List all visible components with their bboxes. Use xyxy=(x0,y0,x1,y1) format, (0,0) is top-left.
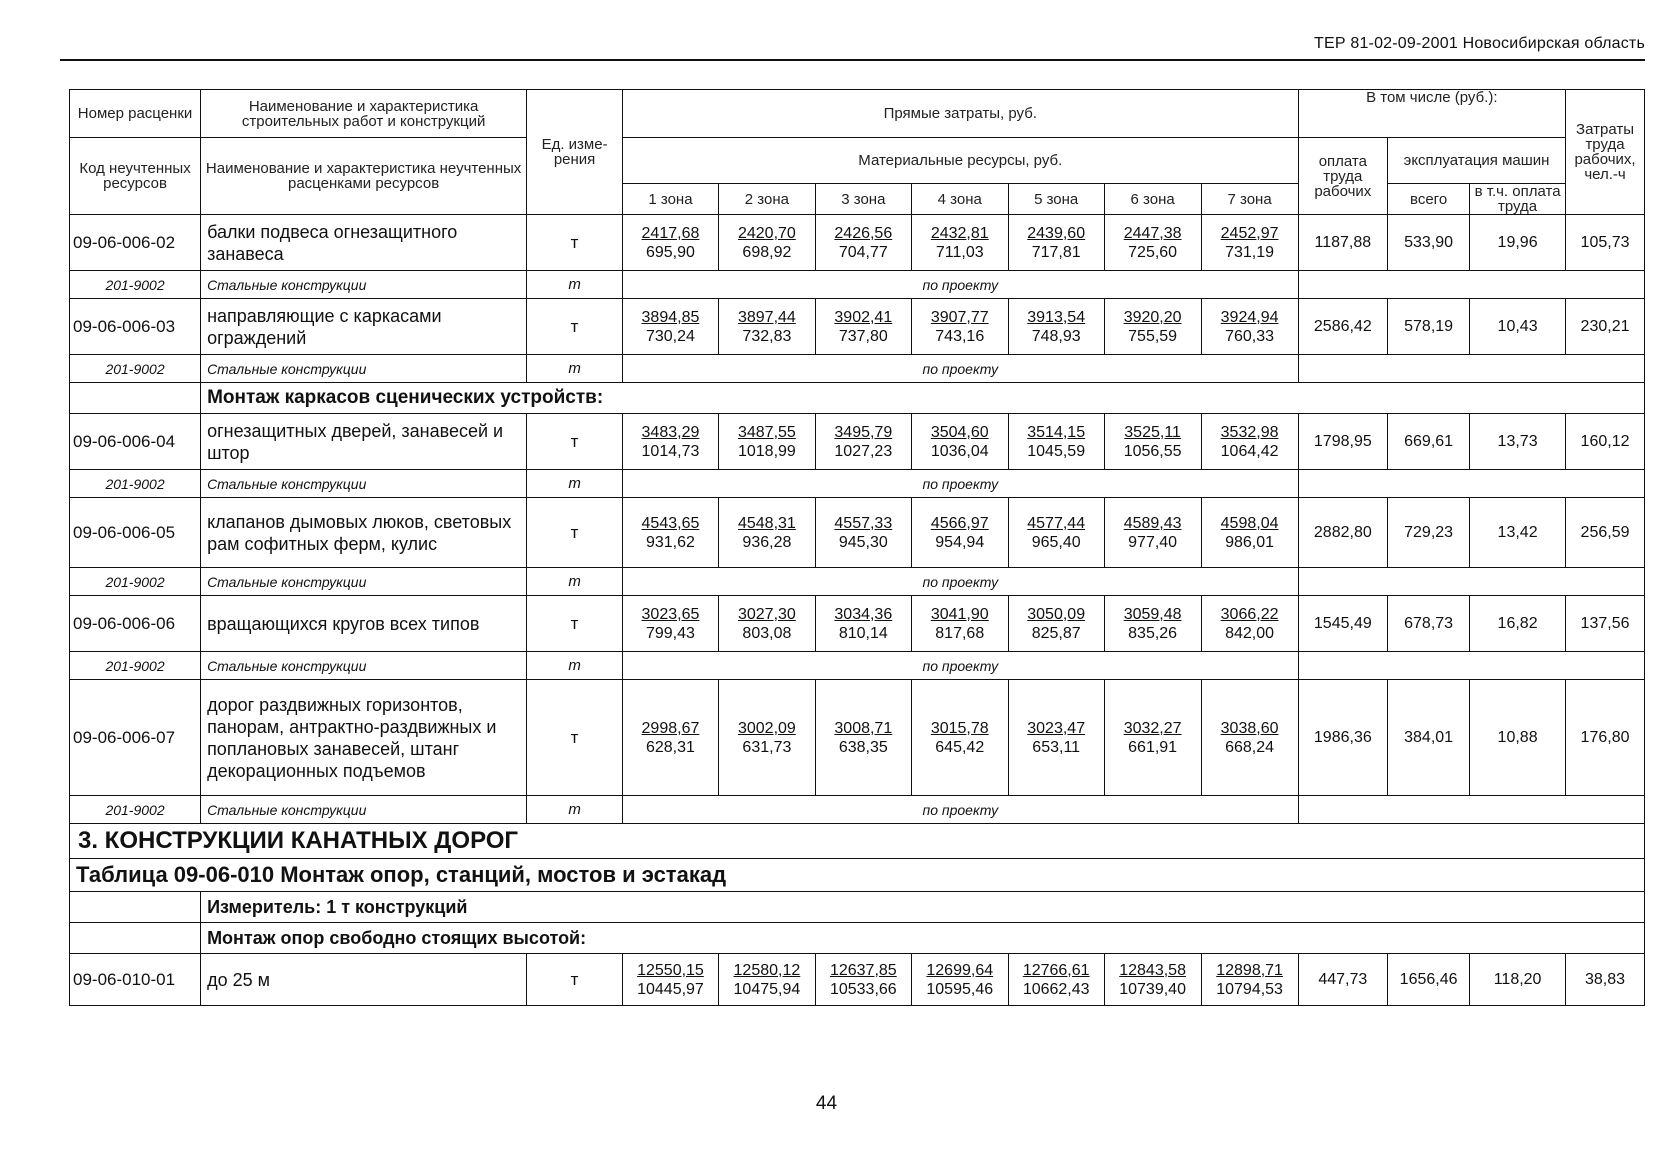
zone-direct-cost: 12843,58 xyxy=(1119,961,1186,979)
zone-material-cost: 1014,73 xyxy=(641,442,700,460)
header-zone: 7 зона xyxy=(1201,184,1298,215)
zone-direct-cost: 3483,29 xyxy=(641,423,700,441)
zone-direct-cost: 2432,81 xyxy=(930,224,989,242)
rate-unit: т xyxy=(527,680,623,796)
rate-row xyxy=(70,954,1645,1006)
table-title-row xyxy=(70,859,1645,892)
machine-total-value: 1656,46 xyxy=(1388,954,1470,1006)
resource-unit: т xyxy=(527,271,623,299)
document-header: ТЕР 81-02-09-2001 Новосибирская область xyxy=(1314,35,1645,52)
zone-price-cell xyxy=(1104,954,1201,1006)
header-zone: 1 зона xyxy=(623,184,719,215)
zone-price-cell xyxy=(623,954,719,1006)
resource-empty xyxy=(1298,355,1644,383)
zone-direct-cost: 3050,09 xyxy=(1027,605,1086,623)
zone-direct-cost: 3525,11 xyxy=(1124,423,1181,441)
rate-unit: т xyxy=(527,414,623,470)
rate-row xyxy=(70,680,1645,796)
machine-labor-value: 10,43 xyxy=(1470,299,1566,355)
zone-direct-cost: 3023,47 xyxy=(1027,719,1086,737)
zone-price-cell xyxy=(1104,414,1201,470)
header-name-bottom: Наименование и характеристика неучтенных расценками ресурсов xyxy=(201,138,527,215)
zone-direct-cost: 2420,70 xyxy=(737,224,796,242)
rate-name: клапанов дымовых люков, световых рам софитных ферм, кулис xyxy=(201,498,527,568)
machine-labor-value: 19,96 xyxy=(1470,215,1566,271)
machine-labor-value: 10,88 xyxy=(1470,680,1566,796)
resource-name: Стальные конструкции xyxy=(201,355,527,383)
zone-material-cost: 10739,40 xyxy=(1119,980,1186,998)
rate-code: 09-06-006-03 xyxy=(70,299,201,355)
zone-price-cell xyxy=(718,414,815,470)
header-machine-operation: эксплуатация машин xyxy=(1388,138,1566,184)
resource-note: по проекту xyxy=(623,568,1299,596)
zone-material-cost: 737,80 xyxy=(838,327,888,345)
zone-price-cell xyxy=(1104,299,1201,355)
resource-note: по проекту xyxy=(623,470,1299,498)
labor-pay-value: 2586,42 xyxy=(1298,299,1388,355)
zone-material-cost: 10662,43 xyxy=(1022,980,1090,998)
machine-total-value: 578,19 xyxy=(1388,299,1470,355)
zone-material-cost: 835,26 xyxy=(1128,624,1178,642)
header-zone: 4 зона xyxy=(911,184,1008,215)
zone-direct-cost: 2447,38 xyxy=(1123,224,1182,242)
resource-name: Стальные конструкции xyxy=(201,470,527,498)
zone-material-cost: 717,81 xyxy=(1031,243,1081,261)
labor-hours-value: 38,83 xyxy=(1566,954,1645,1006)
header-labor-costs: Затраты труда рабочих, чел.-ч xyxy=(1566,90,1645,215)
zone-price-cell xyxy=(815,680,911,796)
zone-material-cost: 1018,99 xyxy=(737,442,796,460)
zone-price-cell xyxy=(911,596,1008,652)
rate-row xyxy=(70,596,1645,652)
zone-direct-cost: 2998,67 xyxy=(641,719,700,737)
machine-labor-value: 16,82 xyxy=(1470,596,1566,652)
resource-row xyxy=(70,470,1645,498)
resource-code: 201-9002 xyxy=(70,652,201,680)
rate-row xyxy=(70,414,1645,470)
zone-material-cost: 1056,55 xyxy=(1123,442,1182,460)
zone-material-cost: 842,00 xyxy=(1225,624,1275,642)
labor-pay-value: 1545,49 xyxy=(1298,596,1388,652)
rate-code: 09-06-006-04 xyxy=(70,414,201,470)
resource-unit: т xyxy=(527,470,623,498)
zone-direct-cost: 3924,94 xyxy=(1220,308,1279,326)
zone-material-cost: 986,01 xyxy=(1225,533,1275,551)
labor-pay-value: 447,73 xyxy=(1298,954,1388,1006)
rate-code: 09-06-006-06 xyxy=(70,596,201,652)
resource-empty xyxy=(1298,568,1644,596)
labor-hours-value: 160,12 xyxy=(1566,414,1645,470)
header-unit: Ед. изме- рения xyxy=(527,90,623,215)
zone-price-cell xyxy=(911,498,1008,568)
zone-material-cost: 731,19 xyxy=(1225,243,1275,261)
zone-material-cost: 977,40 xyxy=(1128,533,1178,551)
zone-material-cost: 711,03 xyxy=(935,243,984,261)
zone-material-cost: 732,83 xyxy=(742,327,792,345)
labor-hours-value: 176,80 xyxy=(1566,680,1645,796)
zone-direct-cost: 12766,61 xyxy=(1022,961,1090,979)
zone-direct-cost: 3897,44 xyxy=(737,308,796,326)
rate-unit: т xyxy=(527,498,623,568)
resource-row xyxy=(70,355,1645,383)
zone-material-cost: 760,33 xyxy=(1225,327,1275,345)
machine-labor-value: 13,42 xyxy=(1470,498,1566,568)
measure-text: Измеритель: 1 т конструкций xyxy=(201,892,1645,923)
header-code-bottom: Код неучтенных ресурсов xyxy=(70,138,201,215)
rate-name: балки подвеса огнезащитного занавеса xyxy=(201,215,527,271)
zone-material-cost: 695,90 xyxy=(645,243,695,261)
resource-note: по проекту xyxy=(623,355,1299,383)
zone-material-cost: 653,11 xyxy=(1032,738,1081,756)
rate-unit: т xyxy=(527,299,623,355)
zone-direct-cost: 3041,90 xyxy=(930,605,989,623)
labor-hours-value: 256,59 xyxy=(1566,498,1645,568)
labor-pay-value: 2882,80 xyxy=(1298,498,1388,568)
labor-pay-value: 1187,88 xyxy=(1298,215,1388,271)
machine-total-value: 678,73 xyxy=(1388,596,1470,652)
rate-unit: т xyxy=(527,954,623,1006)
zone-direct-cost: 3504,60 xyxy=(930,423,989,441)
zone-direct-cost: 12898,71 xyxy=(1216,961,1283,979)
zone-direct-cost: 3902,41 xyxy=(834,308,893,326)
resource-name: Стальные конструкции xyxy=(201,652,527,680)
page-number: 44 xyxy=(815,1093,838,1114)
zone-material-cost: 799,43 xyxy=(645,624,695,642)
rate-name: огнезащитных дверей, занавесей и штор xyxy=(201,414,527,470)
zone-price-cell xyxy=(623,596,719,652)
zone-price-cell xyxy=(815,299,911,355)
zone-material-cost: 10533,66 xyxy=(829,980,897,998)
machine-total-value: 384,01 xyxy=(1388,680,1470,796)
zone-price-cell xyxy=(815,498,911,568)
zone-price-cell xyxy=(718,498,815,568)
rate-name: направляющие с каркасами ограждений xyxy=(201,299,527,355)
zone-direct-cost: 2439,60 xyxy=(1027,224,1086,242)
zone-material-cost: 817,68 xyxy=(935,624,985,642)
rate-code: 09-06-006-05 xyxy=(70,498,201,568)
zone-direct-cost: 4548,31 xyxy=(737,514,796,532)
zone-material-cost: 743,16 xyxy=(935,327,985,345)
zone-material-cost: 704,77 xyxy=(838,243,888,261)
header-zone: 3 зона xyxy=(815,184,911,215)
resource-note: по проекту xyxy=(623,796,1299,824)
subheading-row xyxy=(70,383,1645,414)
zone-price-cell xyxy=(1104,680,1201,796)
rates-table-body xyxy=(70,90,1645,1006)
zone-material-cost: 1064,42 xyxy=(1220,442,1279,460)
zone-material-cost: 730,24 xyxy=(645,327,695,345)
zone-price-cell xyxy=(1104,215,1201,271)
machine-labor-value: 13,73 xyxy=(1470,414,1566,470)
resource-code: 201-9002 xyxy=(70,568,201,596)
zone-direct-cost: 3495,79 xyxy=(834,423,893,441)
zone-material-cost: 954,94 xyxy=(935,533,985,551)
resource-row xyxy=(70,271,1645,299)
table-title: Таблица 09-06-010 Монтаж опор, станций, мостов и эстакад xyxy=(70,859,1645,892)
resource-name: Стальные конструкции xyxy=(201,568,527,596)
header-zone: 2 зона xyxy=(718,184,815,215)
zone-direct-cost: 4566,97 xyxy=(930,514,989,532)
labor-pay-value: 1798,95 xyxy=(1298,414,1388,470)
zone-material-cost: 638,35 xyxy=(838,738,888,756)
zone-direct-cost: 3894,85 xyxy=(641,308,700,326)
measure-row xyxy=(70,923,1645,954)
zone-direct-cost: 4543,65 xyxy=(641,514,700,532)
measure-empty xyxy=(70,923,201,954)
resource-row xyxy=(70,652,1645,680)
zone-direct-cost: 12550,15 xyxy=(637,961,704,979)
zone-price-cell xyxy=(911,954,1008,1006)
zone-direct-cost: 4589,43 xyxy=(1123,514,1182,532)
labor-pay-value: 1986,36 xyxy=(1298,680,1388,796)
zone-direct-cost: 2426,56 xyxy=(834,224,893,242)
zone-price-cell xyxy=(815,215,911,271)
zone-material-cost: 668,24 xyxy=(1225,738,1275,756)
zone-price-cell xyxy=(718,596,815,652)
zone-material-cost: 965,40 xyxy=(1031,533,1081,551)
zone-direct-cost: 2417,68 xyxy=(641,224,700,242)
rate-unit: т xyxy=(527,596,623,652)
rate-code: 09-06-006-07 xyxy=(70,680,201,796)
rate-name: дорог раздвижных горизонтов, панорам, антрактно-раздвижных и поплановых занавесей, штанг декорационных подъемов xyxy=(201,680,527,796)
zone-material-cost: 661,91 xyxy=(1128,738,1178,756)
resource-row xyxy=(70,796,1645,824)
zone-direct-cost: 3514,15 xyxy=(1027,423,1086,441)
header-labor-pay: оплата труда рабочих xyxy=(1298,138,1388,215)
zone-price-cell xyxy=(911,299,1008,355)
header-name-top: Наименование и характеристика строительных работ и конструкций xyxy=(201,90,527,138)
rate-code: 09-06-006-02 xyxy=(70,215,201,271)
zone-price-cell xyxy=(1008,299,1104,355)
labor-hours-value: 137,56 xyxy=(1566,596,1645,652)
zone-direct-cost: 12580,12 xyxy=(733,961,801,979)
zone-price-cell xyxy=(1008,680,1104,796)
resource-name: Стальные конструкции xyxy=(201,796,527,824)
rate-name: вращающихся кругов всех типов xyxy=(201,596,527,652)
rate-unit: т xyxy=(527,215,623,271)
zone-direct-cost: 4557,33 xyxy=(834,514,893,532)
section-row xyxy=(70,824,1645,859)
zone-material-cost: 10794,53 xyxy=(1216,980,1283,998)
machine-total-value: 729,23 xyxy=(1388,498,1470,568)
resource-name: Стальные конструкции xyxy=(201,271,527,299)
header-zone: 5 зона xyxy=(1008,184,1104,215)
resource-unit: т xyxy=(527,355,623,383)
resource-note: по проекту xyxy=(623,652,1299,680)
header-rule xyxy=(60,59,1645,61)
zone-direct-cost: 3038,60 xyxy=(1220,719,1279,737)
zone-price-cell xyxy=(1008,215,1104,271)
zone-price-cell xyxy=(911,414,1008,470)
zone-direct-cost: 4598,04 xyxy=(1220,514,1279,532)
resource-empty xyxy=(1298,796,1644,824)
zone-price-cell xyxy=(718,954,815,1006)
zone-material-cost: 803,08 xyxy=(742,624,792,642)
zone-price-cell xyxy=(815,596,911,652)
zone-price-cell xyxy=(1008,954,1104,1006)
measure-empty xyxy=(70,892,201,923)
resource-empty xyxy=(1298,652,1644,680)
header-code-top: Номер расценки xyxy=(70,90,201,138)
zone-material-cost: 945,30 xyxy=(838,533,888,551)
rate-name: до 25 м xyxy=(201,954,527,1006)
zone-price-cell xyxy=(1201,498,1298,568)
resource-empty xyxy=(1298,470,1644,498)
rate-row xyxy=(70,299,1645,355)
zone-direct-cost: 3002,09 xyxy=(737,719,796,737)
resource-note: по проекту xyxy=(623,271,1299,299)
zone-price-cell xyxy=(1201,596,1298,652)
header-material-resources: Материальные ресурсы, руб. xyxy=(623,138,1299,184)
zone-price-cell xyxy=(718,299,815,355)
zone-direct-cost: 3920,20 xyxy=(1123,308,1182,326)
zone-price-cell xyxy=(1201,680,1298,796)
zone-material-cost: 1027,23 xyxy=(834,442,893,460)
zone-direct-cost: 12699,64 xyxy=(926,961,994,979)
section-heading: 3. КОНСТРУКЦИИ КАНАТНЫХ ДОРОГ xyxy=(70,824,1645,859)
zone-material-cost: 931,62 xyxy=(645,533,695,551)
zone-direct-cost: 3023,65 xyxy=(641,605,700,623)
zone-material-cost: 645,42 xyxy=(935,738,985,756)
zone-price-cell xyxy=(1201,954,1298,1006)
zone-material-cost: 698,92 xyxy=(742,243,792,261)
zone-material-cost: 755,59 xyxy=(1128,327,1178,345)
zone-price-cell xyxy=(623,498,719,568)
machine-total-value: 669,61 xyxy=(1388,414,1470,470)
resource-unit: т xyxy=(527,652,623,680)
rate-row xyxy=(70,498,1645,568)
zone-direct-cost: 3066,22 xyxy=(1220,605,1279,623)
zone-price-cell xyxy=(1008,414,1104,470)
zone-material-cost: 10445,97 xyxy=(637,980,704,998)
zone-direct-cost: 3015,78 xyxy=(930,719,989,737)
zone-direct-cost: 3913,54 xyxy=(1027,308,1086,326)
measure-row xyxy=(70,892,1645,923)
zone-price-cell xyxy=(1201,215,1298,271)
zone-material-cost: 725,60 xyxy=(1128,243,1178,261)
zone-price-cell xyxy=(623,680,719,796)
resource-code: 201-9002 xyxy=(70,271,201,299)
header-direct-costs: Прямые затраты, руб. xyxy=(623,90,1299,138)
zone-material-cost: 1045,59 xyxy=(1027,442,1086,460)
zone-material-cost: 825,87 xyxy=(1031,624,1081,642)
zone-price-cell xyxy=(623,414,719,470)
resource-code: 201-9002 xyxy=(70,355,201,383)
measure-text: Монтаж опор свободно стоящих высотой: xyxy=(201,923,1645,954)
header-machine-total: всего xyxy=(1388,184,1470,215)
resource-unit: т xyxy=(527,568,623,596)
labor-hours-value: 105,73 xyxy=(1566,215,1645,271)
zone-price-cell xyxy=(623,299,719,355)
zone-price-cell xyxy=(1104,498,1201,568)
header-machine-labor: в т.ч. оплата труда xyxy=(1470,184,1566,215)
zone-direct-cost: 3032,27 xyxy=(1123,719,1182,737)
zone-material-cost: 10595,46 xyxy=(926,980,994,998)
zone-material-cost: 631,73 xyxy=(742,738,792,756)
machine-labor-value: 118,20 xyxy=(1470,954,1566,1006)
zone-direct-cost: 3027,30 xyxy=(737,605,796,623)
zone-price-cell xyxy=(623,215,719,271)
zone-price-cell xyxy=(718,680,815,796)
zone-material-cost: 748,93 xyxy=(1031,327,1081,345)
zone-material-cost: 810,14 xyxy=(838,624,888,642)
zone-direct-cost: 3034,36 xyxy=(834,605,893,623)
resource-empty xyxy=(1298,271,1644,299)
zone-direct-cost: 3008,71 xyxy=(834,719,893,737)
zone-material-cost: 936,28 xyxy=(742,533,792,551)
resource-code: 201-9002 xyxy=(70,796,201,824)
zone-price-cell xyxy=(911,215,1008,271)
zone-direct-cost: 3059,48 xyxy=(1123,605,1182,623)
header-zone: 6 зона xyxy=(1104,184,1201,215)
zone-material-cost: 628,31 xyxy=(645,738,695,756)
subheading-empty xyxy=(70,383,201,414)
zone-material-cost: 10475,94 xyxy=(733,980,801,998)
header-including: В том числе (руб.): xyxy=(1298,90,1565,138)
zone-material-cost: 1036,04 xyxy=(930,442,989,460)
zone-price-cell xyxy=(1201,299,1298,355)
zone-price-cell xyxy=(1008,498,1104,568)
zone-direct-cost: 2452,97 xyxy=(1220,224,1279,242)
zone-direct-cost: 3907,77 xyxy=(930,308,989,326)
rates-table xyxy=(69,89,1645,1006)
rate-code: 09-06-010-01 xyxy=(70,954,201,1006)
zone-price-cell xyxy=(815,954,911,1006)
resource-row xyxy=(70,568,1645,596)
machine-total-value: 533,90 xyxy=(1388,215,1470,271)
zone-direct-cost: 3487,55 xyxy=(737,423,796,441)
subheading-text: Монтаж каркасов сценических устройств: xyxy=(201,383,1645,414)
zone-direct-cost: 3532,98 xyxy=(1220,423,1279,441)
zone-price-cell xyxy=(1104,596,1201,652)
zone-price-cell xyxy=(1008,596,1104,652)
resource-unit: т xyxy=(527,796,623,824)
zone-price-cell xyxy=(815,414,911,470)
labor-hours-value: 230,21 xyxy=(1566,299,1645,355)
zone-direct-cost: 12637,85 xyxy=(829,961,897,979)
resource-code: 201-9002 xyxy=(70,470,201,498)
zone-price-cell xyxy=(718,215,815,271)
zone-price-cell xyxy=(1201,414,1298,470)
rate-row xyxy=(70,215,1645,271)
zone-price-cell xyxy=(911,680,1008,796)
zone-direct-cost: 4577,44 xyxy=(1027,514,1086,532)
